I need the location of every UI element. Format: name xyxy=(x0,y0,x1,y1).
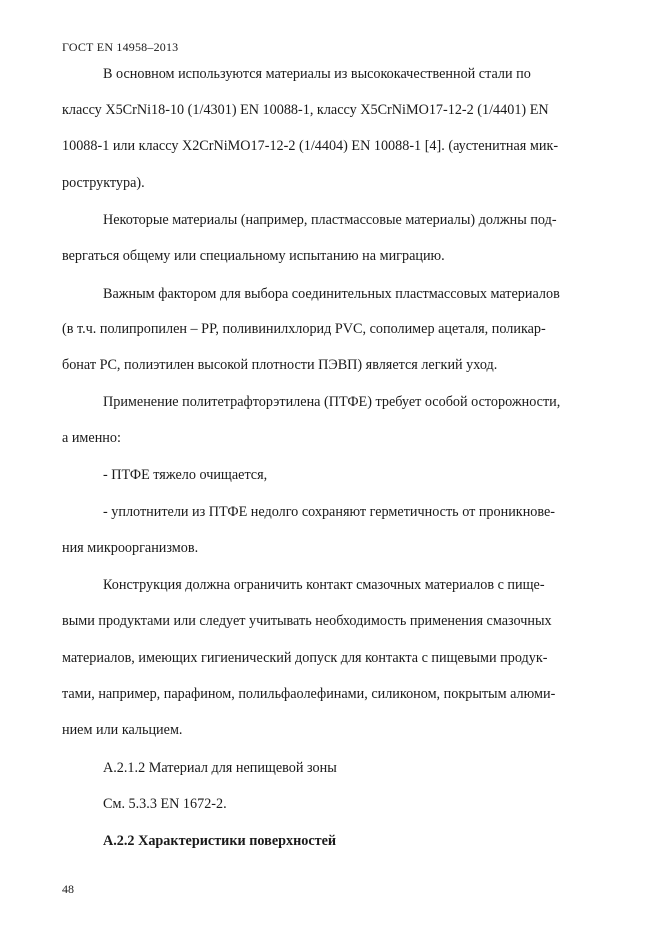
list-item: - ПТФЕ тяжело очищается, xyxy=(103,467,268,483)
paragraph-line: вергаться общему или специальному испытанию на миграцию. xyxy=(62,248,445,264)
paragraph-line: В основном используются материалы из высококачественной стали по xyxy=(103,66,531,82)
paragraph-line: Некоторые материалы (например, пластмассовые материалы) должны под- xyxy=(103,212,557,228)
paragraph-line: выми продуктами или следует учитывать необходимость применения смазочных xyxy=(62,613,552,629)
section-heading: А.2.2 Характеристики поверхностей xyxy=(103,833,337,849)
paragraph-line: 10088-1 или классу X2CrNiMO17-12-2 (1/4404) EN 10088-1 [4]. (аустенитная мик- xyxy=(62,138,559,154)
paragraph-line: а именно: xyxy=(62,430,121,446)
reference-line: См. 5.3.3 EN 1672-2. xyxy=(103,796,227,812)
subsection-heading: А.2.1.2 Материал для непищевой зоны xyxy=(103,760,337,776)
page-number: 48 xyxy=(62,882,74,896)
standard-header: ГОСТ EN 14958–2013 xyxy=(62,40,179,54)
list-item: - уплотнители из ПТФЕ недолго сохраняют герметичность от проникнове- xyxy=(103,504,556,520)
paragraph-line: бонат PC, полиэтилен высокой плотности ПЭВП) является легкий уход. xyxy=(62,357,498,373)
paragraph-line: классу X5CrNi18-10 (1/4301) EN 10088-1, классу X5CrNiMO17-12-2 (1/4401) EN xyxy=(62,102,549,118)
paragraph-line: тами, например, парафином, полильфаолефинами, силиконом, покрытым алюми- xyxy=(62,686,556,702)
paragraph-line: Важным фактором для выбора соединительных пластмассовых материалов xyxy=(103,286,560,302)
paragraph-line: роструктура). xyxy=(62,175,145,191)
paragraph-line: (в т.ч. полипропилен – PP, поливинилхлорид PVC, сополимер ацеталя, поликар- xyxy=(62,321,546,337)
paragraph-line: Конструкция должна ограничить контакт смазочных материалов с пище- xyxy=(103,577,545,593)
paragraph-line: нием или кальцием. xyxy=(62,722,183,738)
paragraph-line: Применение политетрафторэтилена (ПТФЕ) требует особой осторожности, xyxy=(103,394,561,410)
paragraph-line: ния микроорганизмов. xyxy=(62,540,199,556)
paragraph-line: материалов, имеющих гигиенический допуск для контакта с пищевыми продук- xyxy=(62,650,548,666)
